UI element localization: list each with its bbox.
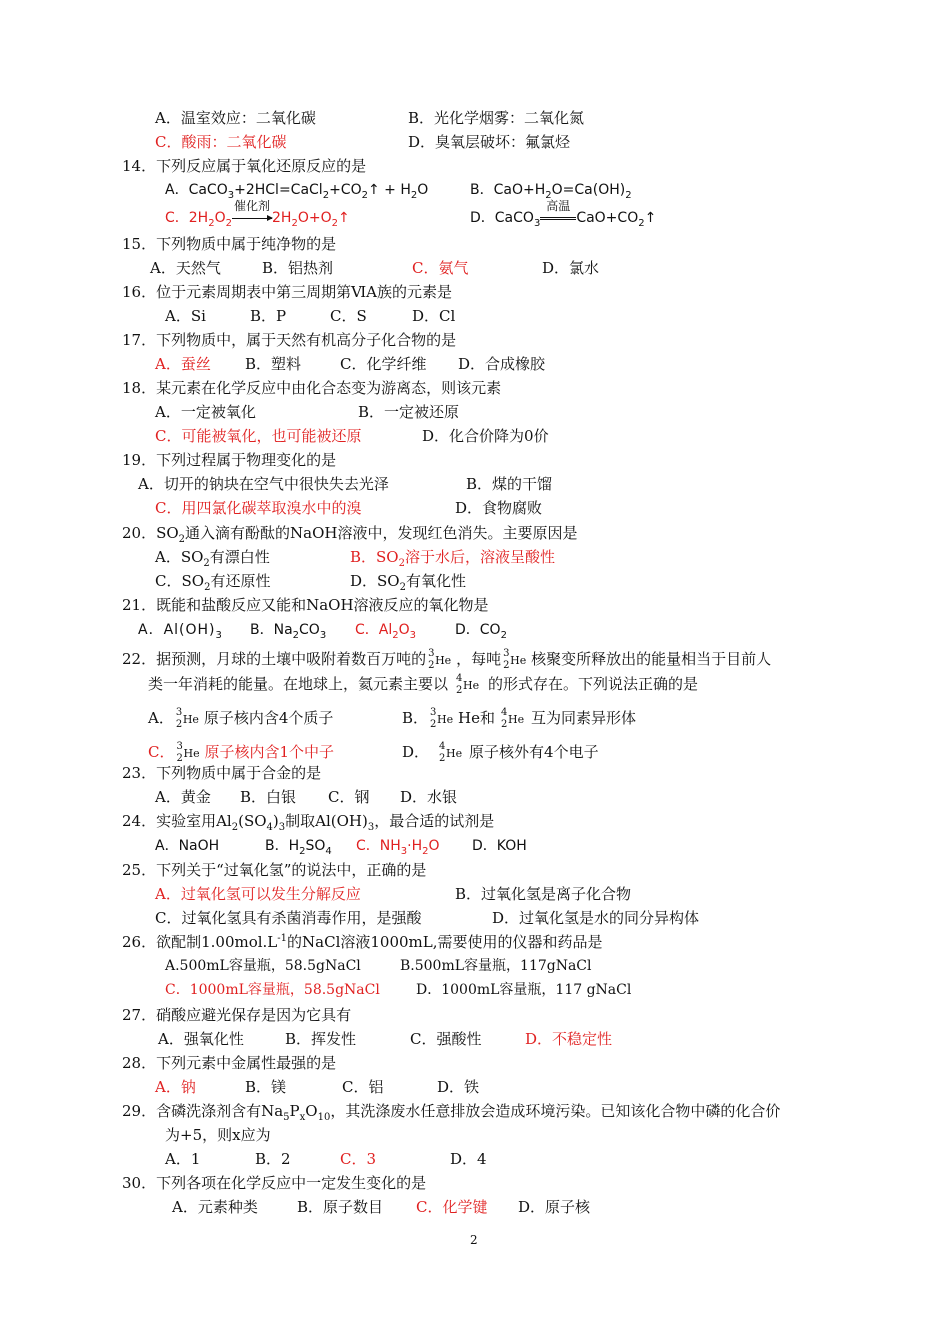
q16-option-c: C．S: [330, 307, 367, 325]
q18-option-b: B．一定被还原: [358, 403, 460, 421]
q25-stem: 25．下列关于“过氧化氢”的说法中，正确的是: [122, 861, 427, 879]
q16-option-b: B．P: [250, 307, 287, 325]
q21-option-a: A．$Al(OH)_3$: [138, 622, 223, 641]
q28-stem: 28．下列元素中金属性最强的是: [122, 1054, 337, 1072]
q21-option-c: C．$Al_2O_3$: [355, 622, 417, 641]
q13-option-c: C．酸雨：二氧化碳: [155, 133, 287, 151]
q17-option-b: B．塑料: [245, 355, 302, 373]
q29-stem-line1: 29．含磷洗涤剂含有$Na_5P_xO_{10}$，其洗涤废水任意排放会造成环境污染。已知该化合物中磷的化合价: [122, 1102, 781, 1123]
q15-option-c: C．氨气: [412, 259, 469, 277]
q28-option-a: A．钠: [155, 1078, 196, 1096]
q16-option-d: D．Cl: [412, 307, 456, 325]
q22-option-a: A． 3 2 He 原子核内含4个质子: [148, 707, 334, 730]
q22-option-d: D． 4 2 He 原子核外有4个电子: [402, 741, 599, 764]
q19-option-b: B．煤的干馏: [466, 475, 553, 493]
q13-option-d: D．臭氧层破坏：氟氯烃: [408, 133, 571, 151]
q19-option-a: A．切开的钠块在空气中很快失去光泽: [138, 475, 389, 493]
high-temp-equals: 高温: [540, 208, 576, 228]
helium4-symbol: 4 2 He: [456, 673, 480, 696]
q23-option-d: D．水银: [400, 788, 458, 806]
q30-option-a: A．元素种类: [172, 1198, 258, 1216]
q27-option-a: A．强氧化性: [158, 1030, 244, 1048]
q26-option-d: D．1000mL容量瓶，117 gNaCl: [416, 982, 632, 998]
q20-option-d: D．$SO_2$有氧化性: [350, 572, 466, 593]
helium3-symbol: 3 2 He: [175, 707, 199, 730]
q21-option-b: B．$Na_2CO_3$: [250, 622, 327, 641]
q20-stem: 20．$SO_2$通入滴有酚酞的NaOH溶液中，发现红色消失。主要原因是: [122, 524, 578, 545]
q24-option-c: C．$NH_3\cdot H_2O$: [356, 838, 440, 857]
q29-option-a: A．1: [165, 1150, 201, 1168]
q29-option-c: C．3: [340, 1150, 377, 1168]
q30-option-b: B．原子数目: [297, 1198, 384, 1216]
q27-stem-line: 27．硝酸应避光保存是因为它具有: [122, 1006, 352, 1024]
q25-option-b: B．过氧化氢是离子化合物: [455, 885, 632, 903]
q23-stem: 23．下列物质中属于合金的是: [122, 764, 322, 782]
q19-stem: 19．下列过程属于物理变化的是: [122, 451, 337, 469]
q17-stem: 17．下列物质中，属于天然有机高分子化合物的是: [122, 331, 457, 349]
q22-stem-line2: 类一年消耗的能量。在地球上，氦元素主要以 4 2 He 的形式存在。下列说法正确的是: [148, 673, 699, 696]
page-number: 2: [470, 1233, 478, 1247]
helium3-symbol: 3 2 He: [503, 648, 527, 671]
q24-stem: 24．实验室用$Al_2(SO_4)_3$制取$Al(OH)_3$，最合适的试剂是: [122, 812, 495, 833]
q26-option-a: A.500mL容量瓶，58.5gNaCl: [165, 958, 361, 974]
q30-option-d: D．原子核: [518, 1198, 591, 1216]
q19-option-d: D．食物腐败: [455, 499, 543, 517]
q25-option-a: A．过氧化氢可以发生分解反应: [155, 885, 361, 903]
q24-option-d: D．KOH: [472, 838, 527, 854]
q20-option-c: C．$SO_2$有还原性: [155, 572, 271, 593]
q28-option-b: B．镁: [245, 1078, 287, 1096]
catalyst-arrow: 催化剂: [232, 208, 272, 228]
q28-option-d: D．铁: [437, 1078, 480, 1096]
q21-option-d: D．$CO_2$: [455, 622, 507, 641]
helium3-symbol: 3 2 He: [430, 707, 454, 730]
q15-stem: 15．下列物质中属于纯净物的是: [122, 235, 337, 253]
q20-option-b: B．$SO_2$溶于水后，溶液呈酸性: [350, 548, 555, 569]
q14-option-d: D．CaCO$_3$ 高温 $CaO+CO_2↑$: [470, 199, 657, 229]
q19-option-c: C．用四氯化碳萃取溴水中的溴: [155, 499, 362, 517]
q22-option-b: B． 3 2 He He和 4 2 He 互为同素异形体: [402, 707, 637, 730]
helium4-symbol: 4 2 He: [501, 707, 525, 730]
q23-option-b: B．白银: [240, 788, 297, 806]
q18-option-a: A．一定被氧化: [155, 403, 256, 421]
q24-option-a: A．NaOH: [155, 838, 220, 854]
q24-option-b: B．$H_2SO_4$: [265, 838, 332, 857]
q16-stem: 16．位于元素周期表中第三周期第ⅥA族的元素是: [122, 283, 453, 301]
q23-option-a: A．黄金: [155, 788, 211, 806]
q29-stem-line2: 为+5，则x应为: [165, 1126, 271, 1144]
q21-stem: 21．既能和盐酸反应又能和NaOH溶液反应的氧化物是: [122, 596, 489, 614]
q18-option-d: D．化合价降为0价: [422, 427, 549, 445]
q14-option-c: C．$2H_2O_2$ 催化剂 $2H_2O+O_2↑$: [165, 199, 350, 229]
q25-option-c: C．过氧化氢具有杀菌消毒作用，是强酸: [155, 909, 422, 927]
q16-option-a: A．Si: [165, 307, 206, 325]
q14-option-b: B．$CaO+H_2O=Ca(OH)_2$: [470, 182, 632, 201]
q23-option-c: C．钢: [328, 788, 370, 806]
q26-option-b: B.500mL容量瓶，117gNaCl: [400, 958, 592, 974]
q26-stem: 26．欲配制$1.00mol.L^{-1}$的NaCl溶液1000mL,需要使用的仪器和药品是: [122, 933, 603, 951]
q15-option-b: B．铝热剂: [262, 259, 334, 277]
q26-option-c: C．1000mL容量瓶，58.5gNaCl: [165, 982, 380, 998]
q17-option-c: C．化学纤维: [340, 355, 427, 373]
q27-option-d: D．不稳定性: [525, 1030, 613, 1048]
helium3-symbol: 3 2 He: [176, 741, 200, 764]
helium4-symbol: 4 2 He: [439, 741, 463, 764]
q22-option-c: C． 3 2 He 原子核内含1个中子: [148, 741, 335, 764]
q25-option-d: D．过氧化氢是水的同分异构体: [492, 909, 700, 927]
q15-option-d: D．氯水: [542, 259, 600, 277]
q13-option-a: A．温室效应：二氧化碳: [155, 109, 316, 127]
q17-option-a: A．蚕丝: [155, 355, 211, 373]
helium3-symbol: 3 2 He: [428, 648, 452, 671]
q27-option-b: B．挥发性: [285, 1030, 357, 1048]
q14-stem: 14．下列反应属于氧化还原反应的是: [122, 157, 367, 175]
q15-option-a: A．天然气: [150, 259, 221, 277]
q13-option-b: B．光化学烟雾：二氧化氮: [408, 109, 585, 127]
q29-option-b: B．2: [255, 1150, 291, 1168]
q18-stem: 18．某元素在化学反应中由化合态变为游离态，则该元素: [122, 379, 502, 397]
q28-option-c: C．铝: [342, 1078, 384, 1096]
q20-option-a: A．$SO_2$有漂白性: [155, 548, 270, 569]
q30-stem: 30．下列各项在化学反应中一定发生变化的是: [122, 1174, 427, 1192]
q14-option-a: A．$CaCO_3+2HCl=CaCl_2+CO_2↑ + H_2O$: [165, 182, 429, 201]
q27-option-c: C．强酸性: [410, 1030, 482, 1048]
q22-stem-line1: 22．据预测，月球的土壤中吸附着数百万吨的 3 2 He ，每吨 3 2 He 核聚变所释放出的能量相当于目前人: [122, 648, 772, 671]
q29-option-d: D．4: [450, 1150, 487, 1168]
q30-option-c: C．化学键: [416, 1198, 488, 1216]
q18-option-c: C．可能被氧化，也可能被还原: [155, 427, 362, 445]
q17-option-d: D．合成橡胶: [458, 355, 546, 373]
